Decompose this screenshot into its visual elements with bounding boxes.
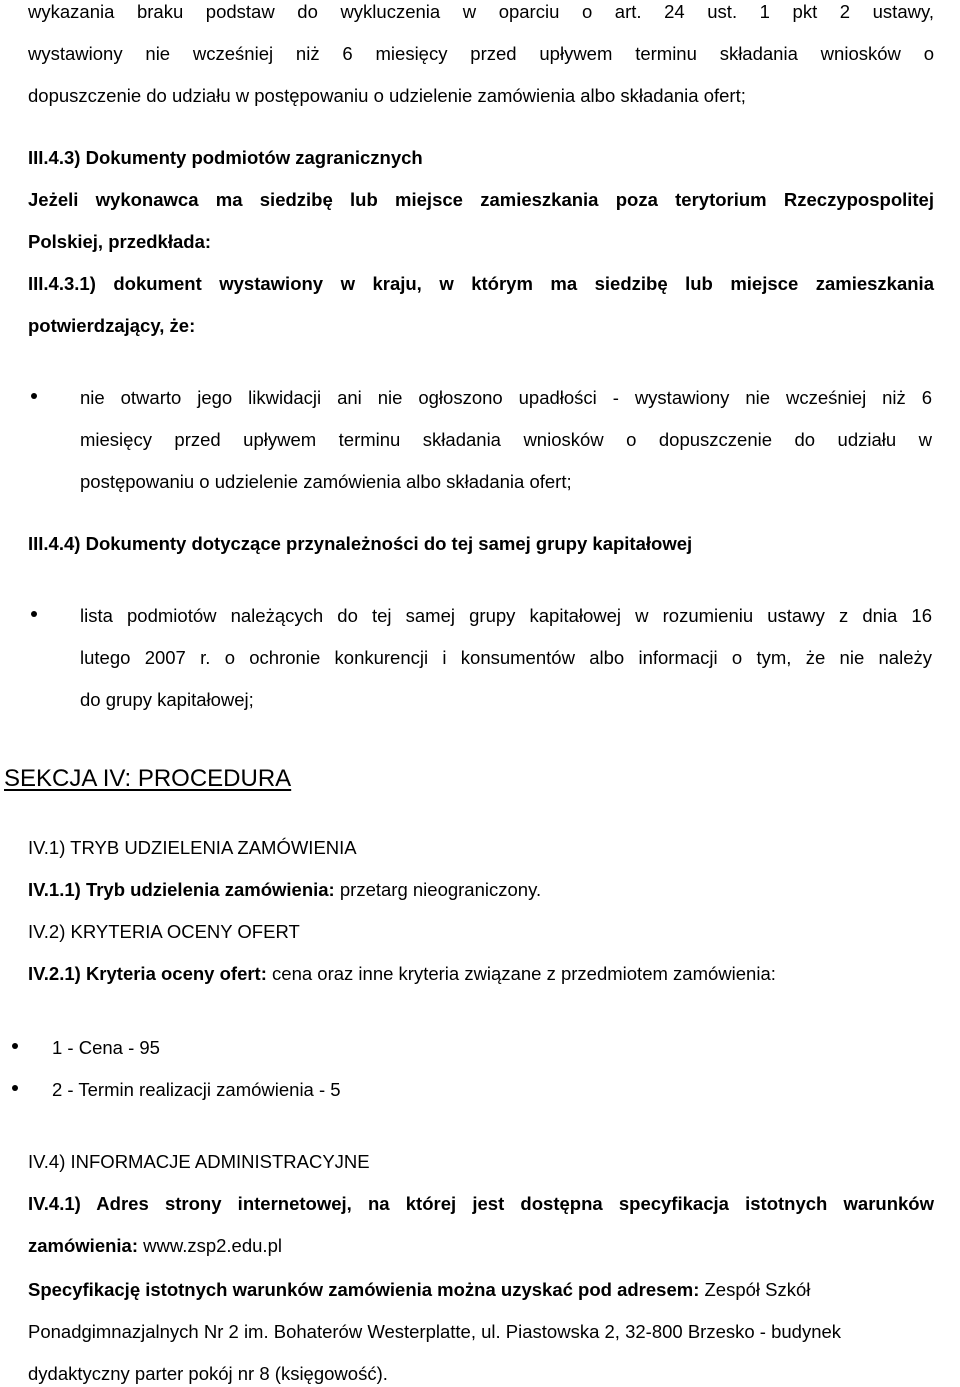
iv21-value: cena oraz inne kryteria związane z przedmiotem zamówienia: (266, 963, 776, 984)
spec-line3: dydaktyczny parter pokój nr 8 (księgowość). (28, 1363, 388, 1384)
section-343-bullet-line2: miesięcy przed upływem terminu składania wniosków o dopuszczenie do udziału w (80, 429, 932, 450)
iv2-title: IV.2) KRYTERIA OCENY OFERT (28, 921, 300, 942)
section-4-heading: SEKCJA IV: PROCEDURA (4, 765, 292, 792)
para1-line3: dopuszczenie do udziału w postępowaniu o udzielenie zamówienia albo składania ofert; (28, 85, 746, 106)
criteria-item-2: 2 - Termin realizacji zamówienia - 5 (52, 1079, 341, 1100)
bullet-icon (31, 611, 37, 617)
iv41-url: www.zsp2.edu.pl (138, 1235, 282, 1256)
section-343-bullet-line1: nie otwarto jego likwidacji ani nie ogłoszono upadłości - wystawiony nie wcześniej niż 6 (80, 387, 932, 408)
section-344-bullet-line1: lista podmiotów należących do tej samej grupy kapitałowej w rozumieniu ustawy z dnia 16 (80, 605, 932, 626)
iv21-line (28, 962, 776, 986)
section-343-bullet-line3: postępowaniu o udzielenie zamówienia albo składania ofert; (80, 471, 572, 492)
section-344-bullet-line3: do grupy kapitałowej; (80, 689, 254, 710)
section-343-intro-line2: Polskiej, przedkłada: (28, 231, 212, 252)
section-344-title: III.4.4) Dokumenty dotyczące przynależności do tej samej grupy kapitałowej (28, 533, 693, 554)
section-344-bullet-line2: lutego 2007 r. o ochronie konkurencji i konsumentów albo informacji o tym, że nie należy (80, 647, 932, 668)
spec-line1 (28, 1278, 810, 1302)
iv41-label-line2: zamówienia: (28, 1235, 138, 1256)
criteria-item-1: 1 - Cena - 95 (52, 1037, 160, 1058)
spec-line2: Ponadgimnazjalnych Nr 2 im. Bohaterów Westerplatte, ul. Piastowska 2, 32-800 Brzesko - budynek (28, 1321, 842, 1342)
section-343-title: III.4.3) Dokumenty podmiotów zagranicznych (28, 147, 423, 168)
section-343-intro-line1: Jeżeli wykonawca ma siedzibę lub miejsce zamieszkania poza terytorium Rzeczypospolitej (28, 189, 934, 210)
iv11-label: IV.1.1) Tryb udzielenia zamówienia: (28, 879, 335, 900)
spec-value1: Zespół Szkół (699, 1279, 811, 1300)
iv41-line2 (28, 1234, 282, 1258)
bullet-icon (31, 393, 37, 399)
bullet-icon (12, 1085, 18, 1091)
bullet-icon (12, 1043, 18, 1049)
spec-label: Specyfikację istotnych warunków zamówienia można uzyskać pod adresem: (28, 1279, 700, 1300)
iv41-label-line1: IV.4.1) Adres strony internetowej, na której jest dostępna specyfikacja istotnych warunków (28, 1193, 934, 1214)
iv1-title: IV.1) TRYB UDZIELENIA ZAMÓWIENIA (28, 837, 357, 858)
iv11-value: przetarg nieograniczony. (334, 879, 542, 900)
iv4-title: IV.4) INFORMACJE ADMINISTRACYJNE (28, 1151, 370, 1172)
section-3431-line2: potwierdzający, że: (28, 315, 196, 336)
section-3431-line1: III.4.3.1) dokument wystawiony w kraju, w którym ma siedzibę lub miejsce zamieszkania (28, 273, 934, 294)
para1-line1: wykazania braku podstaw do wykluczenia w oparciu o art. 24 ust. 1 pkt 2 ustawy, (28, 1, 934, 22)
iv21-label: IV.2.1) Kryteria oceny ofert: (28, 963, 267, 984)
iv11-line (28, 878, 541, 902)
para1-line2: wystawiony nie wcześniej niż 6 miesięcy przed upływem terminu składania wniosków o (28, 43, 934, 64)
